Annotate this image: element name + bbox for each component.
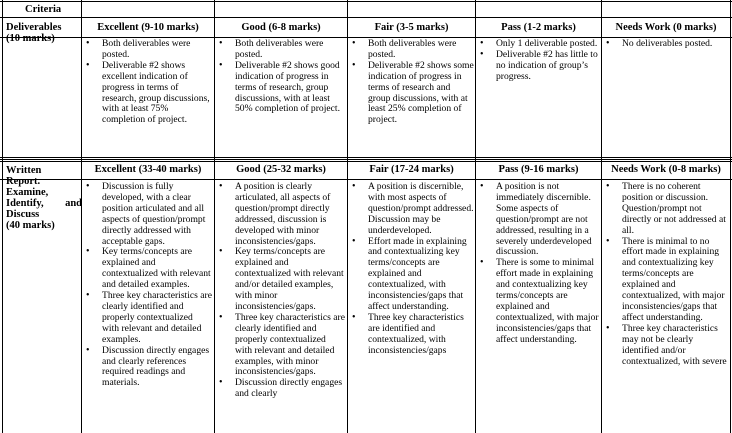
report-header-pass: Pass (9-16 marks) bbox=[498, 164, 579, 175]
report-header-good: Good (25-32 marks) bbox=[236, 164, 326, 175]
deliverables-header-good: Good (6-8 marks) bbox=[241, 22, 321, 33]
list-item: • There is minimal to no effort made in explaining and contextualizing key terms/concepts are explained and contextualized, with major inconsistencies/gaps that affect understanding. bbox=[604, 237, 728, 324]
deliverables-cell-good bbox=[217, 39, 345, 115]
table-border-right bbox=[730, 0, 731, 433]
report-cell-pass bbox=[478, 182, 599, 346]
list-item: • Three key characteristics are clearly identified and properly contextualized with relevant and detailed examples. bbox=[84, 291, 212, 346]
list-item: • A position is not immediately discernible. Some aspects of question/prompt are not addressed, resulting in a severely underdeveloped discussion. bbox=[478, 182, 599, 258]
criteria-label: Criteria bbox=[25, 4, 62, 15]
written-report-label-line: Examine, bbox=[6, 187, 49, 198]
column-divider bbox=[214, 0, 215, 433]
list-item: • Key terms/concepts are explained and contextualized with relevant and/or detailed examples, with minor inconsistencies/gaps. bbox=[217, 247, 345, 312]
deliverables-header-pass: Pass (1-2 marks) bbox=[501, 22, 576, 33]
list-item: • A position is clearly articulated, all aspects of question/prompt directly addressed, discussion is developed with minor inconsistencies/gaps. bbox=[217, 182, 345, 247]
column-divider bbox=[601, 0, 602, 433]
deliverables-cell-pass bbox=[478, 39, 599, 83]
row-divider bbox=[0, 179, 732, 180]
row-divider bbox=[0, 157, 732, 160]
label-word: and bbox=[65, 198, 82, 209]
deliverables-cell-needs-work bbox=[604, 39, 728, 50]
list-item: • Three key characteristics are identified and contextualized, with inconsistencies/gaps bbox=[350, 313, 474, 357]
list-item: • Discussion directly engages and clearly references required readings and materials. bbox=[84, 346, 212, 390]
written-report-label-line bbox=[6, 198, 82, 209]
report-cell-excellent bbox=[84, 182, 212, 389]
list-item: • Deliverable #2 shows some indication of progress in terms of research and group discussions, with at least 25% completion of project. bbox=[350, 61, 474, 126]
deliverables-header-excellent: Excellent (9-10 marks) bbox=[97, 22, 199, 33]
written-report-label-line: Discuss bbox=[6, 209, 40, 220]
list-item: • There is some to minimal effort made in explaining and contextualizing key terms/concepts are explained and contextualized, with major inconsistencies/gaps that affect understanding. bbox=[478, 258, 599, 345]
row-divider bbox=[0, 161, 732, 162]
row-divider bbox=[0, 1, 732, 2]
report-cell-good bbox=[217, 182, 345, 400]
report-header-fair: Fair (17-24 marks) bbox=[369, 164, 454, 175]
list-item: • Three key characteristics are clearly identified and properly contextualized with relevant and detailed examples, with minor inconsistencies/gaps. bbox=[217, 313, 345, 378]
list-item: • Discussion is fully developed, with a clear position articulated and all aspects of question/prompt directly addressed with acceptable gaps. bbox=[84, 182, 212, 247]
label-word: Identify, bbox=[6, 198, 44, 209]
list-item: • Both deliverables were posted. bbox=[217, 39, 345, 61]
list-item: • Deliverable #2 shows good indication of progress in terms of research, group discussions, with at least 50% completion of project. bbox=[217, 61, 345, 116]
list-item: • Deliverable #2 shows excellent indication of progress in terms of research, group discussions, with at least 75% completion of project. bbox=[84, 61, 212, 126]
written-report-label-line: Written bbox=[6, 165, 42, 176]
list-item: • Both deliverables were posted. bbox=[350, 39, 474, 61]
deliverables-label bbox=[6, 22, 61, 44]
deliverables-cell-fair bbox=[350, 39, 474, 126]
written-report-label bbox=[6, 165, 82, 231]
table-border-left bbox=[2, 0, 3, 433]
list-item: • Both deliverables were posted. bbox=[84, 39, 212, 61]
deliverables-header-fair: Fair (3-5 marks) bbox=[374, 22, 449, 33]
report-header-needs-work: Needs Work (0-8 marks) bbox=[611, 164, 721, 175]
deliverables-cell-excellent bbox=[84, 39, 212, 126]
deliverables-header-needs-work: Needs Work (0 marks) bbox=[615, 22, 717, 33]
list-item: • Three key characteristics may not be clearly identified and/or contextualized, with severe bbox=[604, 324, 728, 368]
list-item: • There is no coherent position or discussion. Question/prompt not directly or not addressed at all. bbox=[604, 182, 728, 237]
list-item: • No deliverables posted. bbox=[604, 39, 728, 50]
list-item: • Deliverable #2 has little to no indication of group’s progress. bbox=[478, 50, 599, 83]
column-divider bbox=[475, 0, 476, 433]
report-cell-needs-work bbox=[604, 182, 728, 367]
deliverables-title: Deliverables bbox=[6, 22, 62, 33]
report-cell-fair bbox=[350, 182, 474, 357]
row-divider bbox=[0, 17, 732, 18]
list-item: • Only 1 deliverable posted. bbox=[478, 39, 599, 50]
report-header-excellent: Excellent (33-40 marks) bbox=[94, 164, 202, 175]
list-item: • Discussion directly engages and clearly bbox=[217, 378, 345, 400]
deliverables-marks: (10 marks) bbox=[6, 33, 55, 44]
written-report-label-line: Report. bbox=[6, 176, 41, 187]
list-item: • A position is discernible, with most aspects of question/prompt addressed. Discussion may be underdeveloped. bbox=[350, 182, 474, 237]
list-item: • Key terms/concepts are explained and contextualized with relevant and detailed examples. bbox=[84, 247, 212, 291]
written-report-marks: (40 marks) bbox=[6, 220, 55, 231]
column-divider bbox=[347, 0, 348, 433]
list-item: • Effort made in explaining and contextualizing key terms/concepts are explained and contextualized, with inconsistencies/gaps that affect understanding. bbox=[350, 237, 474, 313]
